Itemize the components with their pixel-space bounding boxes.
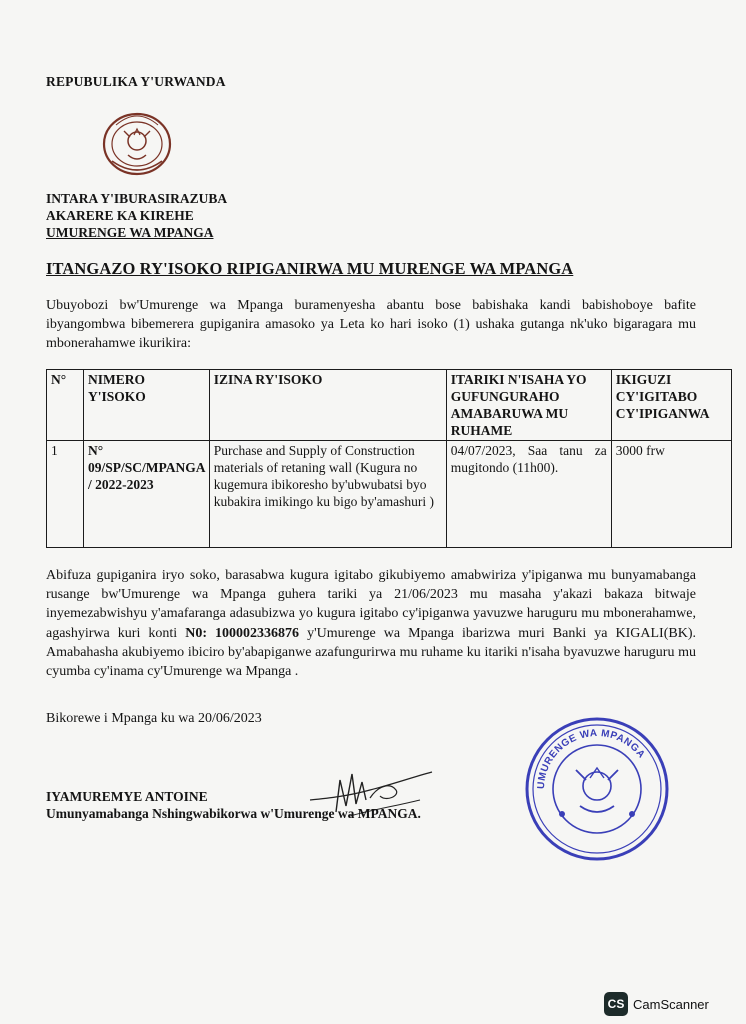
signer-name: IYAMUREMYE ANTOINE	[46, 789, 208, 804]
cell-fee: 3000 frw	[611, 441, 731, 548]
header-name: IZINA RY'ISOKO	[209, 370, 446, 441]
tender-table	[46, 369, 732, 548]
cell-name: Purchase and Supply of Construction materials of retaning wall (Kugura no kugemura ibikoresho by'ubwubatsi byo kubakira imikingo ku bigo by'amashuri )	[209, 441, 446, 548]
administrative-heading	[46, 190, 227, 241]
cell-no: 1	[47, 441, 84, 548]
intro-paragraph: Ubuyobozi bw'Umurenge wa Mpanga buramenyesha abantu bose babishaka kandi babishoboye bafite ibyangombwa bibemerera gupiganira amasoko ya Leta ko hari isoko (1) ushaka gutanga nk'uko bigaragara mu mbonerahamwe ikurikira:	[46, 298, 696, 351]
header-number: NIMERO Y'ISOKO	[84, 370, 210, 441]
rwanda-emblem-icon	[94, 103, 180, 185]
body-part-1: Abifuza gupiganira iryo soko, barasabwa kugura igitabo gikubiyemo amabwiriza y'ipiganwa mu bunyamabanga rusange bw'Umurenge wa Mpanga guhera tariki ya 21/06/2023 mu masaha y'akazi bakaza bitwaje inyemezabwishyu y'amafaranga adasubizwa yo kugura igitabo cy'ipiganwa yavuzwe haruguru mu mbonerahamwe, agashyirwa kuri konti	[46, 568, 696, 641]
body-paragraph	[46, 566, 696, 681]
cell-number: N° 09/SP/SC/MPANGA / 2022-2023	[84, 441, 210, 548]
header-fee: IKIGUZI CY'IGITABO CY'IPIGANWA	[611, 370, 731, 441]
body-part-2: y'Umurenge wa Mpanga ibarizwa muri Banki ya KIGALI(BK). Amabahasha akubiyemo ibiciro by'abapiganwe azafungurirwa mu ruhame ku itariki n'isaha byavuzwe haruguru mu cyumba cy'inama cy'Umurenge wa Mpanga .	[46, 625, 696, 680]
document-title: ITANGAZO RY'ISOKO RIPIGANIRWA MU MURENGE WA MPANGA	[46, 259, 574, 278]
cell-date: 04/07/2023, Saa tanu za mugitondo (11h00).	[446, 441, 611, 548]
official-stamp-icon	[522, 714, 672, 864]
place-date: Bikorewe i Mpanga ku wa 20/06/2023	[46, 711, 262, 726]
signer-title: Umunyamabanga Nshingwabikorwa w'Umurenge wa MPANGA.	[46, 806, 421, 821]
camscanner-label: CamScanner	[633, 996, 709, 1012]
header-no: N°	[47, 370, 84, 441]
camscanner-badge	[604, 992, 709, 1016]
sector-line: UMURENGE WA MPANGA	[46, 225, 214, 240]
account-number: N0: 100002336876	[185, 625, 300, 641]
header-date: ITARIKI N'ISAHA YO GUFUNGURAHO AMABARUWA MU RUHAME	[446, 370, 611, 441]
district-line: AKARERE KA KIREHE	[46, 208, 194, 223]
svg-text:UMURENGE WA MPANGA	[536, 728, 647, 789]
stamp-text: UMURENGE WA MPANGA	[535, 727, 647, 790]
table-header-row	[47, 370, 732, 441]
camscanner-icon: CS	[604, 992, 628, 1016]
province-line: INTARA Y'IBURASIRAZUBA	[46, 191, 228, 206]
table-row	[47, 441, 732, 548]
republic-heading: REPUBULIKA Y'URWANDA	[46, 74, 226, 89]
